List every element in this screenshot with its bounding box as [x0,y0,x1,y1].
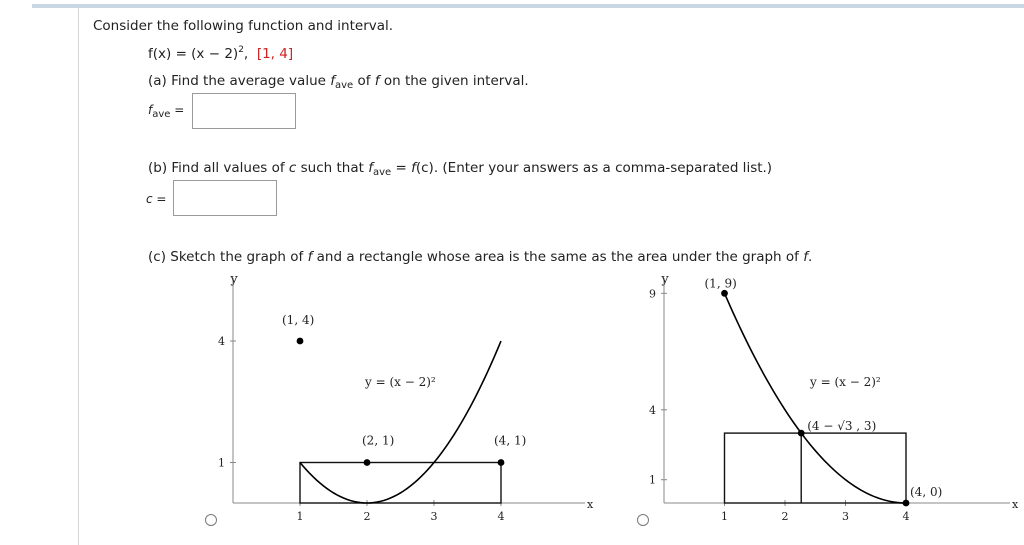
fave-answer-label [148,103,185,120]
interval: [1, 4] [256,46,294,62]
f-symbol-c1: f [307,249,313,265]
data-point [798,430,805,437]
y-tick-label: 1 [218,456,225,470]
point-label: (1, 4) [282,313,315,327]
fc-arg: (c) [415,160,434,176]
function-exponent: 2 [238,45,244,55]
fave-subscript: ave [334,80,354,91]
f-symbol-c2: f [803,249,808,265]
function-lhs: f(x) = (x − 2) [148,46,239,62]
question-prompt: Consider the following function and interval. [93,18,394,34]
average-rectangle [725,433,907,503]
data-point [903,500,910,507]
function-definition [148,46,293,62]
average-rectangle [300,463,501,504]
f-symbol: f [374,73,380,89]
y-tick-label: 4 [649,403,656,417]
x-axis-label: x [1012,498,1019,511]
x-tick-label: 1 [721,510,728,523]
fave-symbol-b: f [368,160,373,176]
part-b-eq: = [391,160,412,176]
graph-option-2[interactable] [640,268,1024,528]
c-symbol: c [288,160,297,176]
point-label: (4, 1) [494,433,527,448]
function-separator: , [243,46,249,62]
top-border [32,4,1024,8]
function-curve [725,293,907,503]
fc-symbol: f [411,160,416,176]
fave-answer-sub: ave [152,109,171,120]
fave-answer-f: f [148,103,153,117]
data-point [297,338,304,345]
data-point [364,459,371,466]
y-tick-label: 9 [649,287,656,301]
c-answer-c: c [146,192,153,206]
c-answer-input[interactable] [173,180,277,216]
x-tick-label: 4 [902,510,910,523]
part-c-question [148,249,812,265]
x-tick-label: 4 [497,510,505,523]
x-tick-label: 2 [363,510,371,523]
part-a-lead: (a) Find the average value [148,73,331,89]
fave-answer-input[interactable] [192,93,296,129]
fave-answer-eq: = [170,103,185,117]
x-tick-label: 3 [430,510,438,523]
curve-label: y = (x − 2)² [810,375,881,389]
y-tick-label: 4 [218,335,225,348]
part-b-question [148,160,772,176]
x-tick-label: 3 [842,510,849,523]
part-a-question [148,73,529,89]
point-label: (2, 1) [362,433,395,448]
c-answer-eq: = [152,192,167,206]
x-axis-label: x [587,498,594,511]
data-point [498,459,505,466]
part-b-lead: (b) Find all values of [148,160,289,176]
point-label: (1, 9) [704,276,737,291]
c-answer-label [146,192,166,206]
y-tick-label: 1 [649,473,656,487]
part-b-mid: such that [296,160,369,176]
left-border [78,8,79,545]
fave-subscript-b: ave [372,167,392,178]
part-a-tail: on the given interval. [379,73,529,89]
function-curve [300,341,501,503]
part-b-tail: . (Enter your answers as a comma-separated list.) [433,160,773,176]
y-axis-label: y [661,272,669,287]
curve-label: y = (x − 2)² [365,375,436,389]
part-a-mid: of [353,73,375,89]
part-c-mid: and a rectangle whose area is the same as the area under the graph of [312,249,804,265]
part-c-lead: (c) Sketch the graph of [148,249,308,265]
x-tick-label: 1 [296,510,304,523]
part-c-end: . [807,249,813,265]
y-axis-label: y [230,272,238,287]
data-point [721,290,728,297]
graph-option-1[interactable] [200,268,600,528]
x-tick-label: 2 [781,510,789,523]
point-label: (4, 0) [910,485,943,499]
point-label: (4 − √3 , 3) [807,419,877,434]
fave-symbol: f [330,73,335,89]
